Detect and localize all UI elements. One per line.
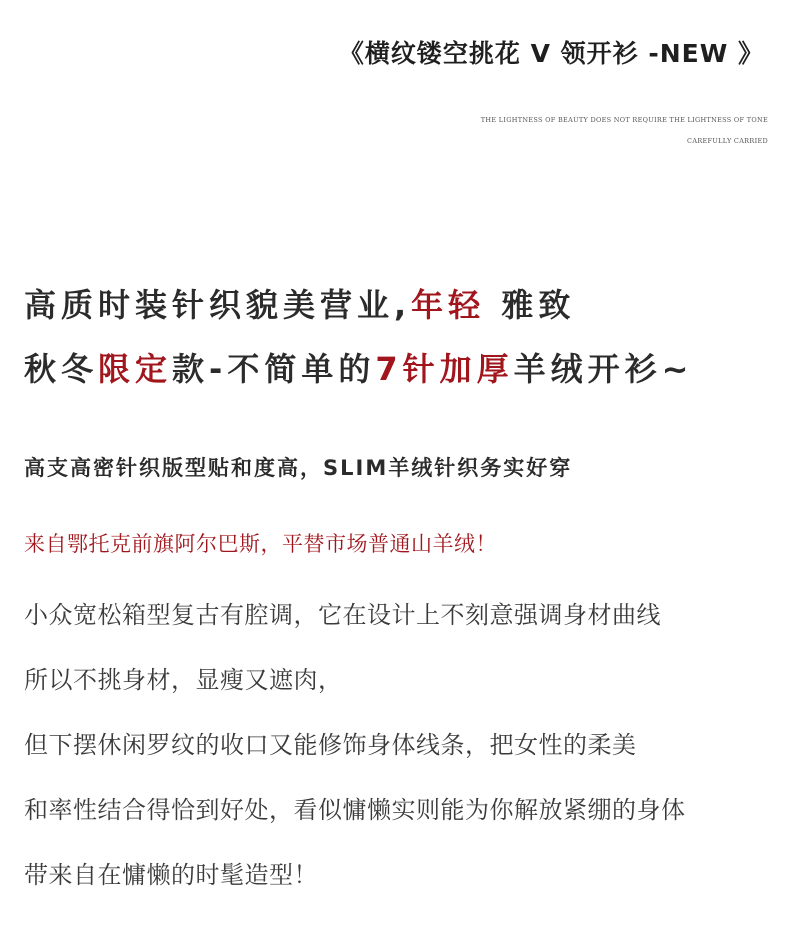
headline-text: 款-不简单的	[172, 350, 376, 388]
description-line: 和率性结合得恰到好处，看似慵懒实则能为你解放紧绷的身体	[24, 796, 686, 824]
headline-highlight: 限定	[98, 350, 173, 388]
description-line: 带来自在慵懒的时髦造型！	[24, 861, 318, 889]
headline-text: 雅致	[485, 286, 576, 324]
headline-line-2	[24, 344, 693, 390]
feature-subheading: 高支高密针织版型贴和度高，SLIM羊绒针织务实好穿	[24, 456, 573, 480]
headline-highlight: 7针加厚	[375, 350, 514, 388]
tagline-secondary: CAREFULLY CARRIED	[687, 137, 768, 145]
headline-text: 高质时装针织貌美营业,	[24, 286, 412, 324]
headline-text: 羊绒开衫~	[513, 350, 694, 388]
headline-highlight: 年轻	[411, 286, 486, 324]
headline-text: 秋冬	[24, 350, 99, 388]
description-line: 但下摆休闲罗纹的收口又能修饰身体线条，把女性的柔美	[24, 731, 637, 759]
description-line: 所以不挑身材，显瘦又遮肉，	[24, 666, 343, 694]
headline-line-1	[24, 280, 575, 326]
tagline-primary: THE LIGHTNESS OF BEAUTY DOES NOT REQUIRE THE LIGHTNESS OF TONE	[480, 116, 768, 124]
origin-note: 来自鄂托克前旗阿尔巴斯，平替市场普通山羊绒！	[24, 532, 497, 556]
product-title: 《横纹镂空挑花 V 领开衫 -NEW 》	[338, 39, 764, 68]
description-line: 小众宽松箱型复古有腔调，它在设计上不刻意强调身材曲线	[24, 601, 661, 629]
